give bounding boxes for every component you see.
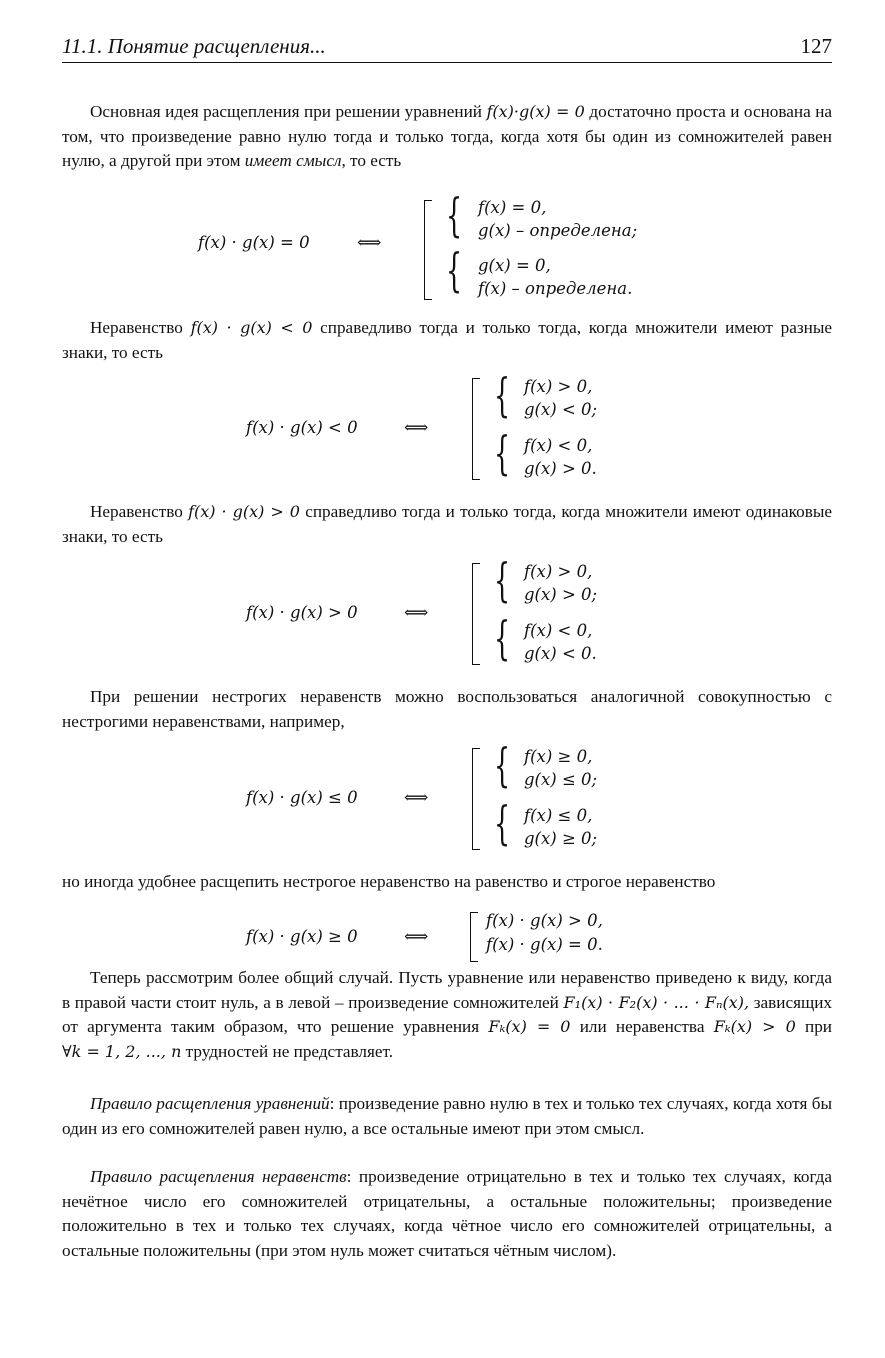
square-bracket xyxy=(472,748,480,850)
formula-lhs: f(x) · g(x) ≤ 0 xyxy=(246,788,358,807)
paragraph-nonstrict xyxy=(62,685,832,734)
formula-line: f(x) < 0, xyxy=(524,436,593,455)
iff-symbol: ⟺ xyxy=(357,233,382,253)
text: или неравенства xyxy=(579,1017,705,1037)
curly-brace: { xyxy=(494,426,511,480)
text: Теперь рассмотрим более общий случай. Пусть уравнение или неравенство приведено к виду, когда в правой части стоит нуль, а в левой – произведение сомножителей xyxy=(62,968,832,1012)
text: зависящих от аргумента таким образом, что решение уравнения xyxy=(62,992,833,1037)
page-number: 127 xyxy=(800,34,832,58)
math-inline: f(x)·g(x) = 0 xyxy=(486,102,585,121)
math-inline: F₁(x) · F₂(x) · ... · Fₙ(x), xyxy=(563,992,750,1012)
formula-line: g(x) ≤ 0; xyxy=(524,770,598,789)
text: справедливо тогда и только тогда, когда множители имеют одинаковые знаки, то есть xyxy=(62,502,833,546)
rule-title: Правило расщепления уравнений xyxy=(90,1094,330,1113)
square-bracket xyxy=(424,200,432,300)
formula-line: f(x) · g(x) = 0. xyxy=(486,935,603,954)
formula-line: g(x) ≥ 0; xyxy=(524,829,598,848)
text: Неравенство xyxy=(90,318,183,337)
iff-symbol: ⟺ xyxy=(404,788,429,808)
section-title: 11.1. Понятие расщепления... xyxy=(62,34,326,58)
math-inline: Fₖ(x) = 0 xyxy=(488,1017,571,1037)
curly-brace: { xyxy=(494,738,511,792)
paragraph-negative xyxy=(62,316,832,365)
iff-symbol: ⟺ xyxy=(404,927,429,947)
formula-line: g(x) – определена; xyxy=(478,221,638,240)
formula-lhs: f(x) · g(x) ≥ 0 xyxy=(246,927,358,946)
math-inline: f(x) · g(x) < 0 xyxy=(190,318,313,337)
text: , то есть xyxy=(341,151,402,171)
page-header xyxy=(62,32,832,63)
curly-brace: { xyxy=(446,188,463,242)
formula-line: f(x) · g(x) > 0, xyxy=(486,911,603,930)
text: Неравенство xyxy=(90,502,183,521)
math-inline: f(x) · g(x) > 0 xyxy=(188,502,300,521)
math-inline: Fₖ(x) > 0 xyxy=(713,1017,796,1037)
curly-brace: { xyxy=(494,611,511,665)
text: при xyxy=(805,1017,832,1037)
text: справедливо тогда и только тогда, когда множители имеют разные знаки, то есть xyxy=(62,318,833,362)
formula-line: f(x) – определена. xyxy=(478,279,633,298)
square-bracket xyxy=(472,378,480,480)
paragraph-general-case xyxy=(62,966,832,1064)
text: При решении нестрогих неравенств можно воспользоваться аналогичной совокупностью с нестрогими неравенствами, например, xyxy=(62,687,832,731)
iff-symbol: ⟺ xyxy=(404,603,429,623)
formula-lhs: f(x) · g(x) > 0 xyxy=(246,603,358,622)
paragraph-positive xyxy=(62,500,832,549)
text: но иногда удобнее расщепить нестрогое неравенство на равенство и строгое неравенство xyxy=(62,872,716,891)
formula-line: f(x) > 0, xyxy=(524,377,593,396)
formula-line: f(x) < 0, xyxy=(524,621,593,640)
math-inline: ∀k = 1, 2, ..., n xyxy=(62,1041,182,1061)
iff-symbol: ⟺ xyxy=(404,418,429,438)
text: трудностей не представляет. xyxy=(185,1041,394,1061)
formula-lhs: f(x) · g(x) = 0 xyxy=(198,233,310,252)
formula-line: f(x) ≥ 0, xyxy=(524,747,593,766)
formula-line: g(x) > 0. xyxy=(524,459,597,478)
text: достаточно проста и основана на том, что произведение равно нулю тогда и только тогда, когда хотя бы один из сомножителей равен нулю, а другой при этом xyxy=(62,102,833,171)
formula-lhs: f(x) · g(x) < 0 xyxy=(246,418,358,437)
paragraph-intro xyxy=(62,100,832,174)
rule-title: Правило расщепления неравенств xyxy=(90,1167,347,1186)
paragraph-alternative xyxy=(62,870,832,895)
formula-line: g(x) < 0; xyxy=(524,400,598,419)
paragraph-rule-equations xyxy=(62,1092,832,1141)
formula-line: g(x) = 0, xyxy=(478,256,551,275)
square-bracket xyxy=(470,912,478,962)
formula-line: f(x) ≤ 0, xyxy=(524,806,593,825)
paragraph-rule-inequalities xyxy=(62,1165,832,1263)
formula-line: f(x) = 0, xyxy=(478,198,547,217)
text: Основная идея расщепления при решении уравнений xyxy=(90,102,482,121)
formula-line: g(x) > 0; xyxy=(524,585,598,604)
curly-brace: { xyxy=(494,368,511,422)
emphasis: имеет смысл xyxy=(244,151,342,171)
text: : произведение отрицательно в тех и только тех случаях, когда нечётное число его сомножителей отрицательны, а остальные положительны; произведение положительно в тех и только тех случаях, когда чётное число его сомножителей отрицательны, а остальные положительны (при этом нуль может считаться чётным числом). xyxy=(62,1167,833,1260)
formula-line: g(x) < 0. xyxy=(524,644,597,663)
square-bracket xyxy=(472,563,480,665)
text: : произведение равно нулю в тех и только тех случаях, когда хотя бы один из его сомножителей равен нулю, а все остальные имеют при этом смысл. xyxy=(62,1094,832,1138)
curly-brace: { xyxy=(446,243,463,297)
curly-brace: { xyxy=(494,553,511,607)
curly-brace: { xyxy=(494,796,511,850)
formula-line: f(x) > 0, xyxy=(524,562,593,581)
